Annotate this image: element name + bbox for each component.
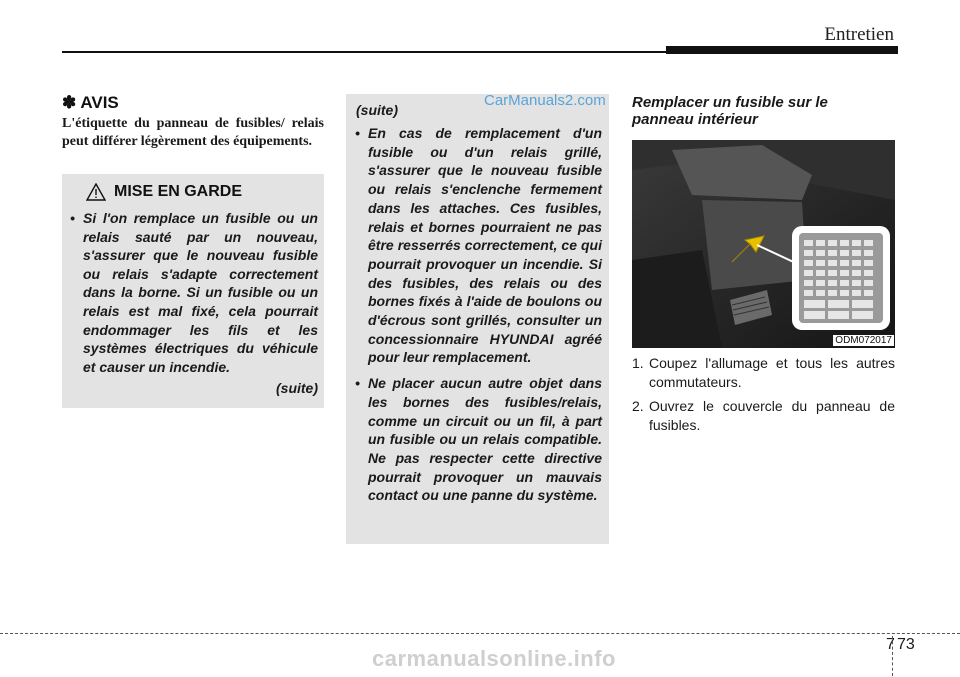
list-item — [355, 374, 602, 505]
warning-triangle-icon — [86, 183, 106, 201]
list-item — [70, 209, 318, 376]
page-number: 73 — [897, 636, 915, 653]
bullet-icon: • — [355, 375, 360, 392]
step-number: 1. — [632, 355, 644, 371]
list-item — [355, 124, 602, 367]
section-heading: Remplacer un fusible sur le panneau intérieur — [632, 94, 828, 128]
step-item — [632, 397, 895, 434]
bullet-icon: • — [70, 210, 75, 226]
header-bar — [666, 46, 898, 54]
footer-separator — [892, 636, 893, 676]
step-number: 2. — [632, 398, 644, 414]
top-watermark: CarManuals2.com — [484, 92, 606, 109]
list-item-text: Ne placer aucun autre objet dans les bornes des fusibles/relais, comme un circuit ou un fil, à part un fusible ou un relais compatible. Ne pas respecter cette directive pourrait provoquer un mauvais contact ou une panne du système. — [368, 375, 602, 504]
list-item-text: Si l'on remplace un fusible ou un relais sauté par un nouveau, s'assurer que le nouveau fusible ou relais s'adapte correctement dans la borne. Si un fusible ou un relais est mal fixé, cela pourrait endommager les fils et les systèmes électriques du véhicule et causer un incendie. — [83, 210, 318, 375]
avis-text: L'étiquette du panneau de fusibles/ relais peut différer légèrement des équipements. — [62, 116, 324, 149]
avis-title: ✽ AVIS — [62, 93, 119, 112]
continued-label: (suite) — [276, 380, 318, 396]
footer-rule — [0, 633, 960, 634]
chapter-number: 7 — [886, 636, 895, 653]
list-item-text: En cas de remplacement d'un fusible ou d'un relais grillé, s'assurer que le nouveau fusible ou relais s'enclenche fermement dans les attaches. Ces fusibles, relais et bornes pourraient ne pas être resserrés correctement, ce qui pourrait provoquer un incendie. Si des fusibles, des relais ou des bornes fixés à l'aide de boulons ou d'écrous sont grillés, consulter un concessionnaire HYUNDAI agréé pour leur remplacement. — [368, 125, 602, 366]
continued-heading: (suite) — [356, 102, 398, 118]
continued-list — [355, 124, 602, 505]
warning-header — [86, 183, 242, 201]
section-title: Entretien — [824, 24, 894, 45]
step-text: Ouvrez le couvercle du panneau de fusibles. — [649, 398, 895, 433]
fuse-panel-illustration — [632, 140, 895, 348]
bullet-icon: • — [355, 125, 360, 141]
bottom-watermark: carmanualsonline.info — [372, 646, 616, 671]
warning-title: MISE EN GARDE — [114, 183, 243, 200]
header-rule — [62, 51, 666, 53]
step-item — [632, 354, 895, 391]
steps-list — [632, 354, 895, 440]
warning-list — [70, 209, 318, 376]
fuse-panel-photo — [632, 140, 895, 348]
image-label: ODM072017 — [835, 335, 892, 346]
step-text: Coupez l'allumage et tous les autres commutateurs. — [649, 355, 895, 390]
